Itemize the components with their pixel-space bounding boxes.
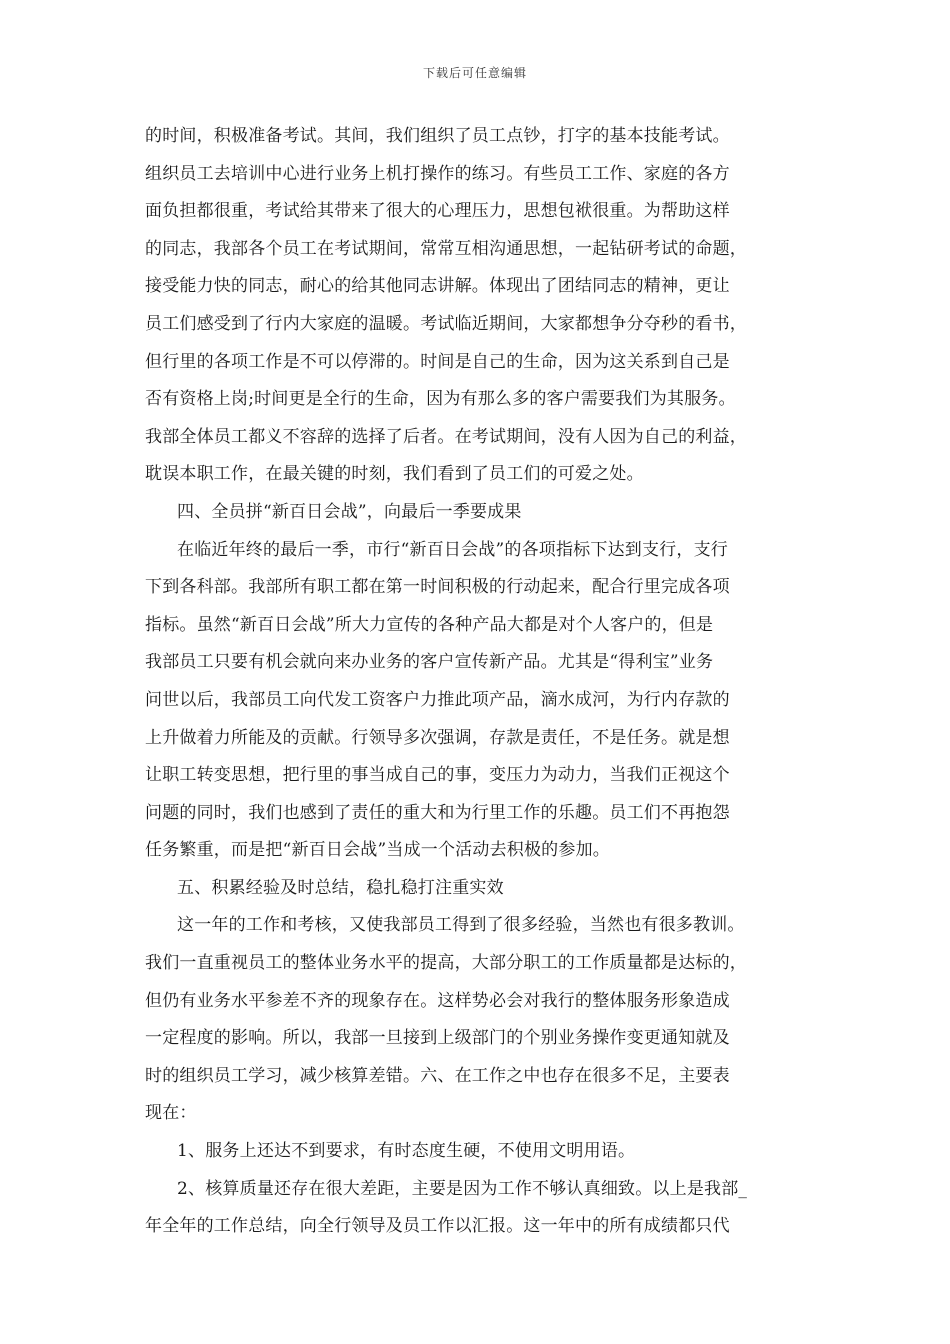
text-line: 但仍有业务水平参差不齐的现象存在。这样势必会对我行的整体服务形象造成 [145,990,730,1011]
text-line: 一定程度的影响。所以，我部一旦接到上级部门的个别业务操作变更通知就及 [145,1028,730,1049]
text-line: 1、服务上还达不到要求，有时态度生硬，不使用文明用语。 [177,1141,636,1162]
text-line: 耽误本职工作，在最关键的时刻，我们看到了员工们的可爱之处。 [145,464,644,485]
text-line: 现在： [145,1103,197,1124]
text-line: 年全年的工作总结，向全行领导及员工作以汇报。这一年中的所有成绩都只代 [145,1216,730,1237]
text-line: 我部全体员工都义不容辞的选择了后者。在考试期间，没有人因为自己的利益， [145,426,747,447]
text-line: 上升做着力所能及的贡献。行领导多次强调，存款是责任，不是任务。就是想 [145,727,730,748]
text-line: 我们一直重视员工的整体业务水平的提高，大部分职工的工作质量都是达标的， [145,953,747,974]
document-body [145,118,810,1246]
text-line: 四、全员拼“新百日会战”，向最后一季要成果 [177,501,522,522]
text-line: 让职工转变思想，把行里的事当成自己的事，变压力为动力，当我们正视这个 [145,765,730,786]
text-line: 的时间，积极准备考试。其间，我们组织了员工点钞，打字的基本技能考试。 [145,126,730,146]
text-line: 下到各科部。我部所有职工都在第一时间积极的行动起来，配合行里完成各项 [145,577,730,598]
page-header: 下载后可任意编辑 [422,66,527,80]
text-line: 但行里的各项工作是不可以停滞的。时间是自己的生命，因为这关系到自己是 [145,351,730,372]
text-line: 员工们感受到了行内大家庭的温暖。考试临近期间，大家都想争分夺秒的看书， [145,313,747,334]
text-line: 的同志，我部各个员工在考试期间，常常互相沟通思想，一起钻研考试的命题， [145,238,747,259]
text-line: 五、积累经验及时总结，稳扎稳打注重实效 [177,877,504,898]
text-line: 这一年的工作和考核，又使我部员工得到了很多经验，当然也有很多教训。 [177,915,745,936]
text-line: 否有资格上岗;时间更是全行的生命，因为有那么多的客户需要我们为其服务。 [145,389,736,410]
text-line: 问题的同时，我们也感到了责任的重大和为行里工作的乐趣。员工们不再抱怨 [145,802,730,823]
text-line: 组织员工去培训中心进行业务上机打操作的练习。有些员工工作、家庭的各方 [145,163,730,184]
text-line: 面负担都很重，考试给其带来了很大的心理压力，思想包袱很重。为帮助这样 [145,201,730,222]
text-line: 2、核算质量还存在很大差距，主要是因为工作不够认真细致。以上是我部_ [177,1178,748,1199]
text-line: 时的组织员工学习，减少核算差错。六、在工作之中也存在很多不足，主要表 [145,1065,730,1086]
text-line: 我部员工只要有机会就向来办业务的客户宣传新产品。尤其是“得利宝”业务 [145,652,714,673]
text-line: 问世以后，我部员工向代发工资客户力推此项产品，滴水成河，为行内存款的 [145,689,730,710]
text-line: 指标。虽然“新百日会战”所大力宣传的各种产品大都是对个人客户的，但是 [145,614,714,635]
text-line: 在临近年终的最后一季，市行“新百日会战”的各项指标下达到支行，支行 [177,539,728,560]
text-line: 任务繁重，而是把“新百日会战”当成一个活动去积极的参加。 [145,840,610,861]
text-line: 接受能力快的同志，耐心的给其他同志讲解。体现出了团结同志的精神，更让 [145,276,730,297]
